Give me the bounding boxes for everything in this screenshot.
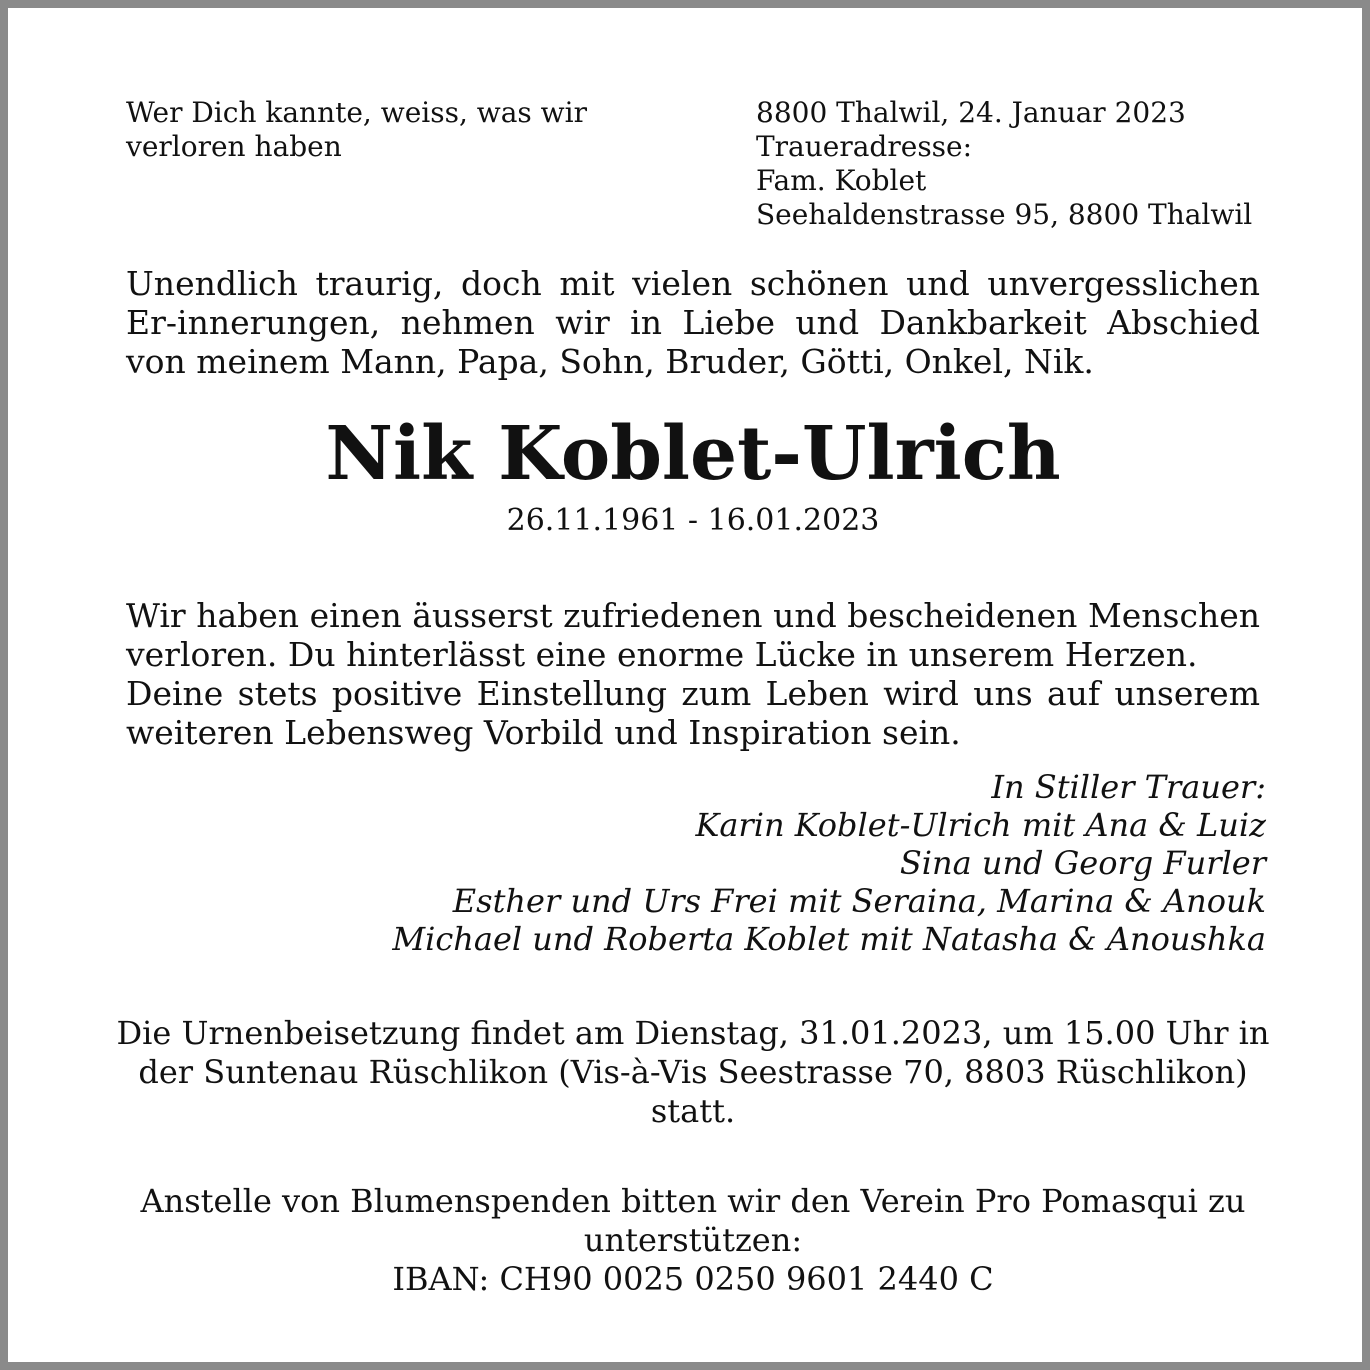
tribute-paragraph: Wir haben einen äusserst zufriedenen und bescheidenen Menschen verloren. Du hinterlässt eine enorme Lücke in unserem Herzen. [126,596,1260,674]
tribute-paragraph: Deine stets positive Einstellung zum Leben wird uns auf unserem weiteren Lebensweg Vorbild und Inspiration sein. [126,674,1260,752]
ceremony-info: Die Urnenbeisetzung findet am Dienstag, 31.01.2023, um 15.00 Uhr in der Suntenau Rüschlikon (Vis-à-Vis Seestrasse 70, 8803 Rüschlikon) statt. [116,1014,1270,1130]
mourner-name: Karin Koblet-Ulrich mit Ana & Luiz [695,806,1266,844]
mourners-heading: In Stiller Trauer: [991,768,1266,806]
life-dates: 26.11.1961 - 16.01.2023 [506,503,880,538]
deceased-name: Nik Koblet-Ulrich [325,411,1061,497]
motto-line: verloren haben [126,130,342,163]
donation-info [116,1182,1270,1299]
place-date: 8800 Thalwil, 24. Januar 2023 [756,96,1186,129]
mourner-name: Sina und Georg Furler [899,844,1266,882]
mourner-name: Esther und Urs Frei mit Seraina, Marina & Anouk [452,882,1266,920]
mourners-list [308,768,1266,958]
tribute-text [126,596,1260,752]
motto [126,96,646,164]
address-label: Traueradresse: [756,130,973,163]
address-family: Fam. Koblet [756,164,927,197]
iban: IBAN: CH90 0025 0250 9601 2440 C [392,1260,994,1298]
mourning-address [756,96,1316,232]
donation-text: Anstelle von Blumenspenden bitten wir den Verein Pro Pomasqui zu unterstützen: [140,1182,1246,1259]
intro-text: Unendlich traurig, doch mit vielen schönen und unvergesslichen Er-innerungen, nehmen wir in Liebe und Dankbarkeit Abschied von meinem Mann, Papa, Sohn, Bruder, Götti, Onkel, Nik. [126,264,1260,381]
mourner-name: Michael und Roberta Koblet mit Natasha & Anoushka [392,920,1266,958]
motto-line: Wer Dich kannte, weiss, was wir [126,96,587,129]
address-street: Seehaldenstrasse 95, 8800 Thalwil [756,198,1253,231]
